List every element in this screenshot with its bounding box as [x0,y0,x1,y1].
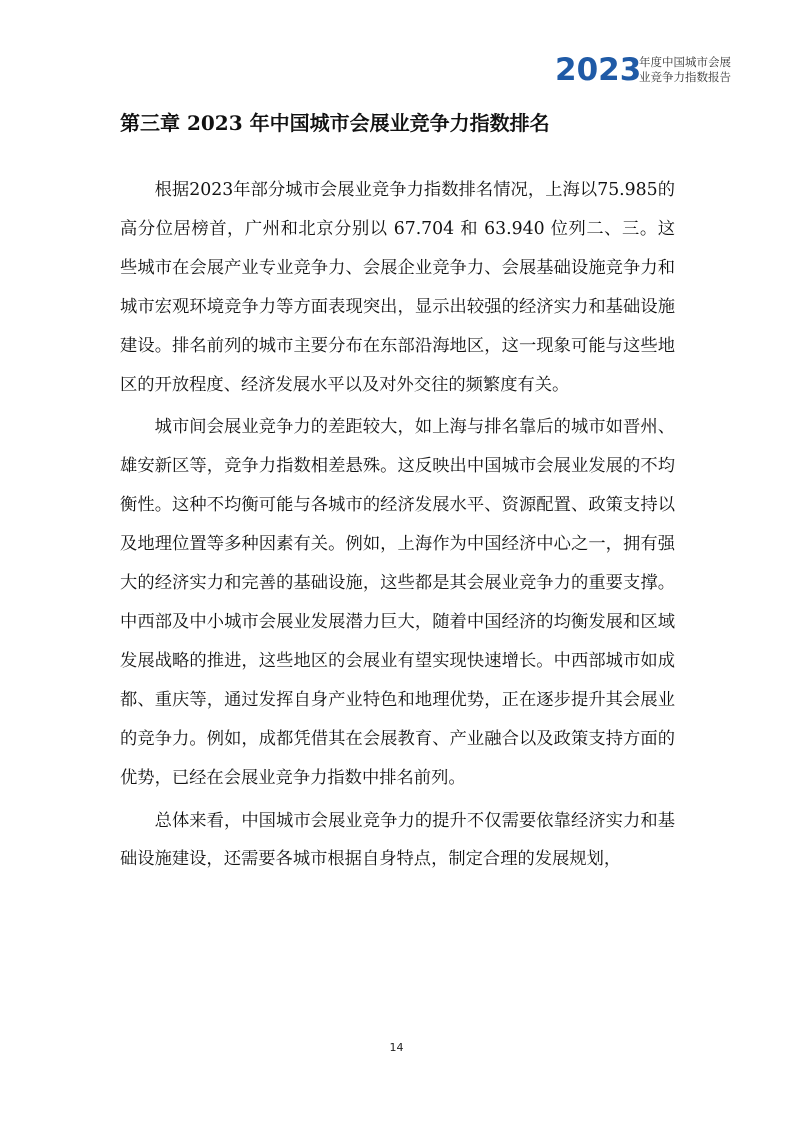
paragraph-1: 根据2023年部分城市会展业竞争力指数排名情况，上海以75.985的高分位居榜首，广州和北京分别以 67.704 和 63.940 位列二、三。这些城市在会展产业专业竞争力、会展企业竞争力、会展基础设施竞争力和城市宏观环境竞争力等方面表现突出，显示出较强的经济实力和基础设施建设。排名前列的城市主要分布在东部沿海地区，这一现象可能与这些地区的开放程度、经济发展水平以及对外交往的频繁度有关。 [120,180,675,395]
logo-year: 2023 [555,52,642,88]
body-text [120,171,675,883]
report-logo [555,50,755,90]
logo-caption [639,55,731,85]
page-number: 14 [389,1041,404,1054]
paragraph-2: 城市间会展业竞争力的差距较大，如上海与排名靠后的城市如晋州、雄安新区等，竞争力指数相差悬殊。这反映出中国城市会展业发展的不均衡性。这种不均衡可能与各城市的经济发展水平、资源配置、政策支持以及地理位置等多种因素有关。例如，上海作为中国经济中心之一，拥有强大的经济实力和完善的基础设施，这些都是其会展业竞争力的重要支撑。中西部及中小城市会展业发展潜力巨大，随着中国经济的均衡发展和区域发展战略的推进，这些地区的会展业有望实现快速增长。中西部城市如成都、重庆等，通过发挥自身产业特色和地理优势，正在逐步提升其会展业的竞争力。例如，成都凭借其在会展教育、产业融合以及政策支持方面的优势，已经在会展业竞争力指数中排名前列。 [120,417,675,788]
chapter-title: 第三章 2023 年中国城市会展业竞争力指数排名 [120,111,550,135]
logo-line-2: 业竞争力指数报告 [639,70,731,84]
logo-line-1: 年度中国城市会展 [639,55,731,69]
paragraph-3: 总体来看，中国城市会展业竞争力的提升不仅需要依靠经济实力和基础设施建设，还需要各城市根据自身特点，制定合理的发展规划， [120,810,675,870]
